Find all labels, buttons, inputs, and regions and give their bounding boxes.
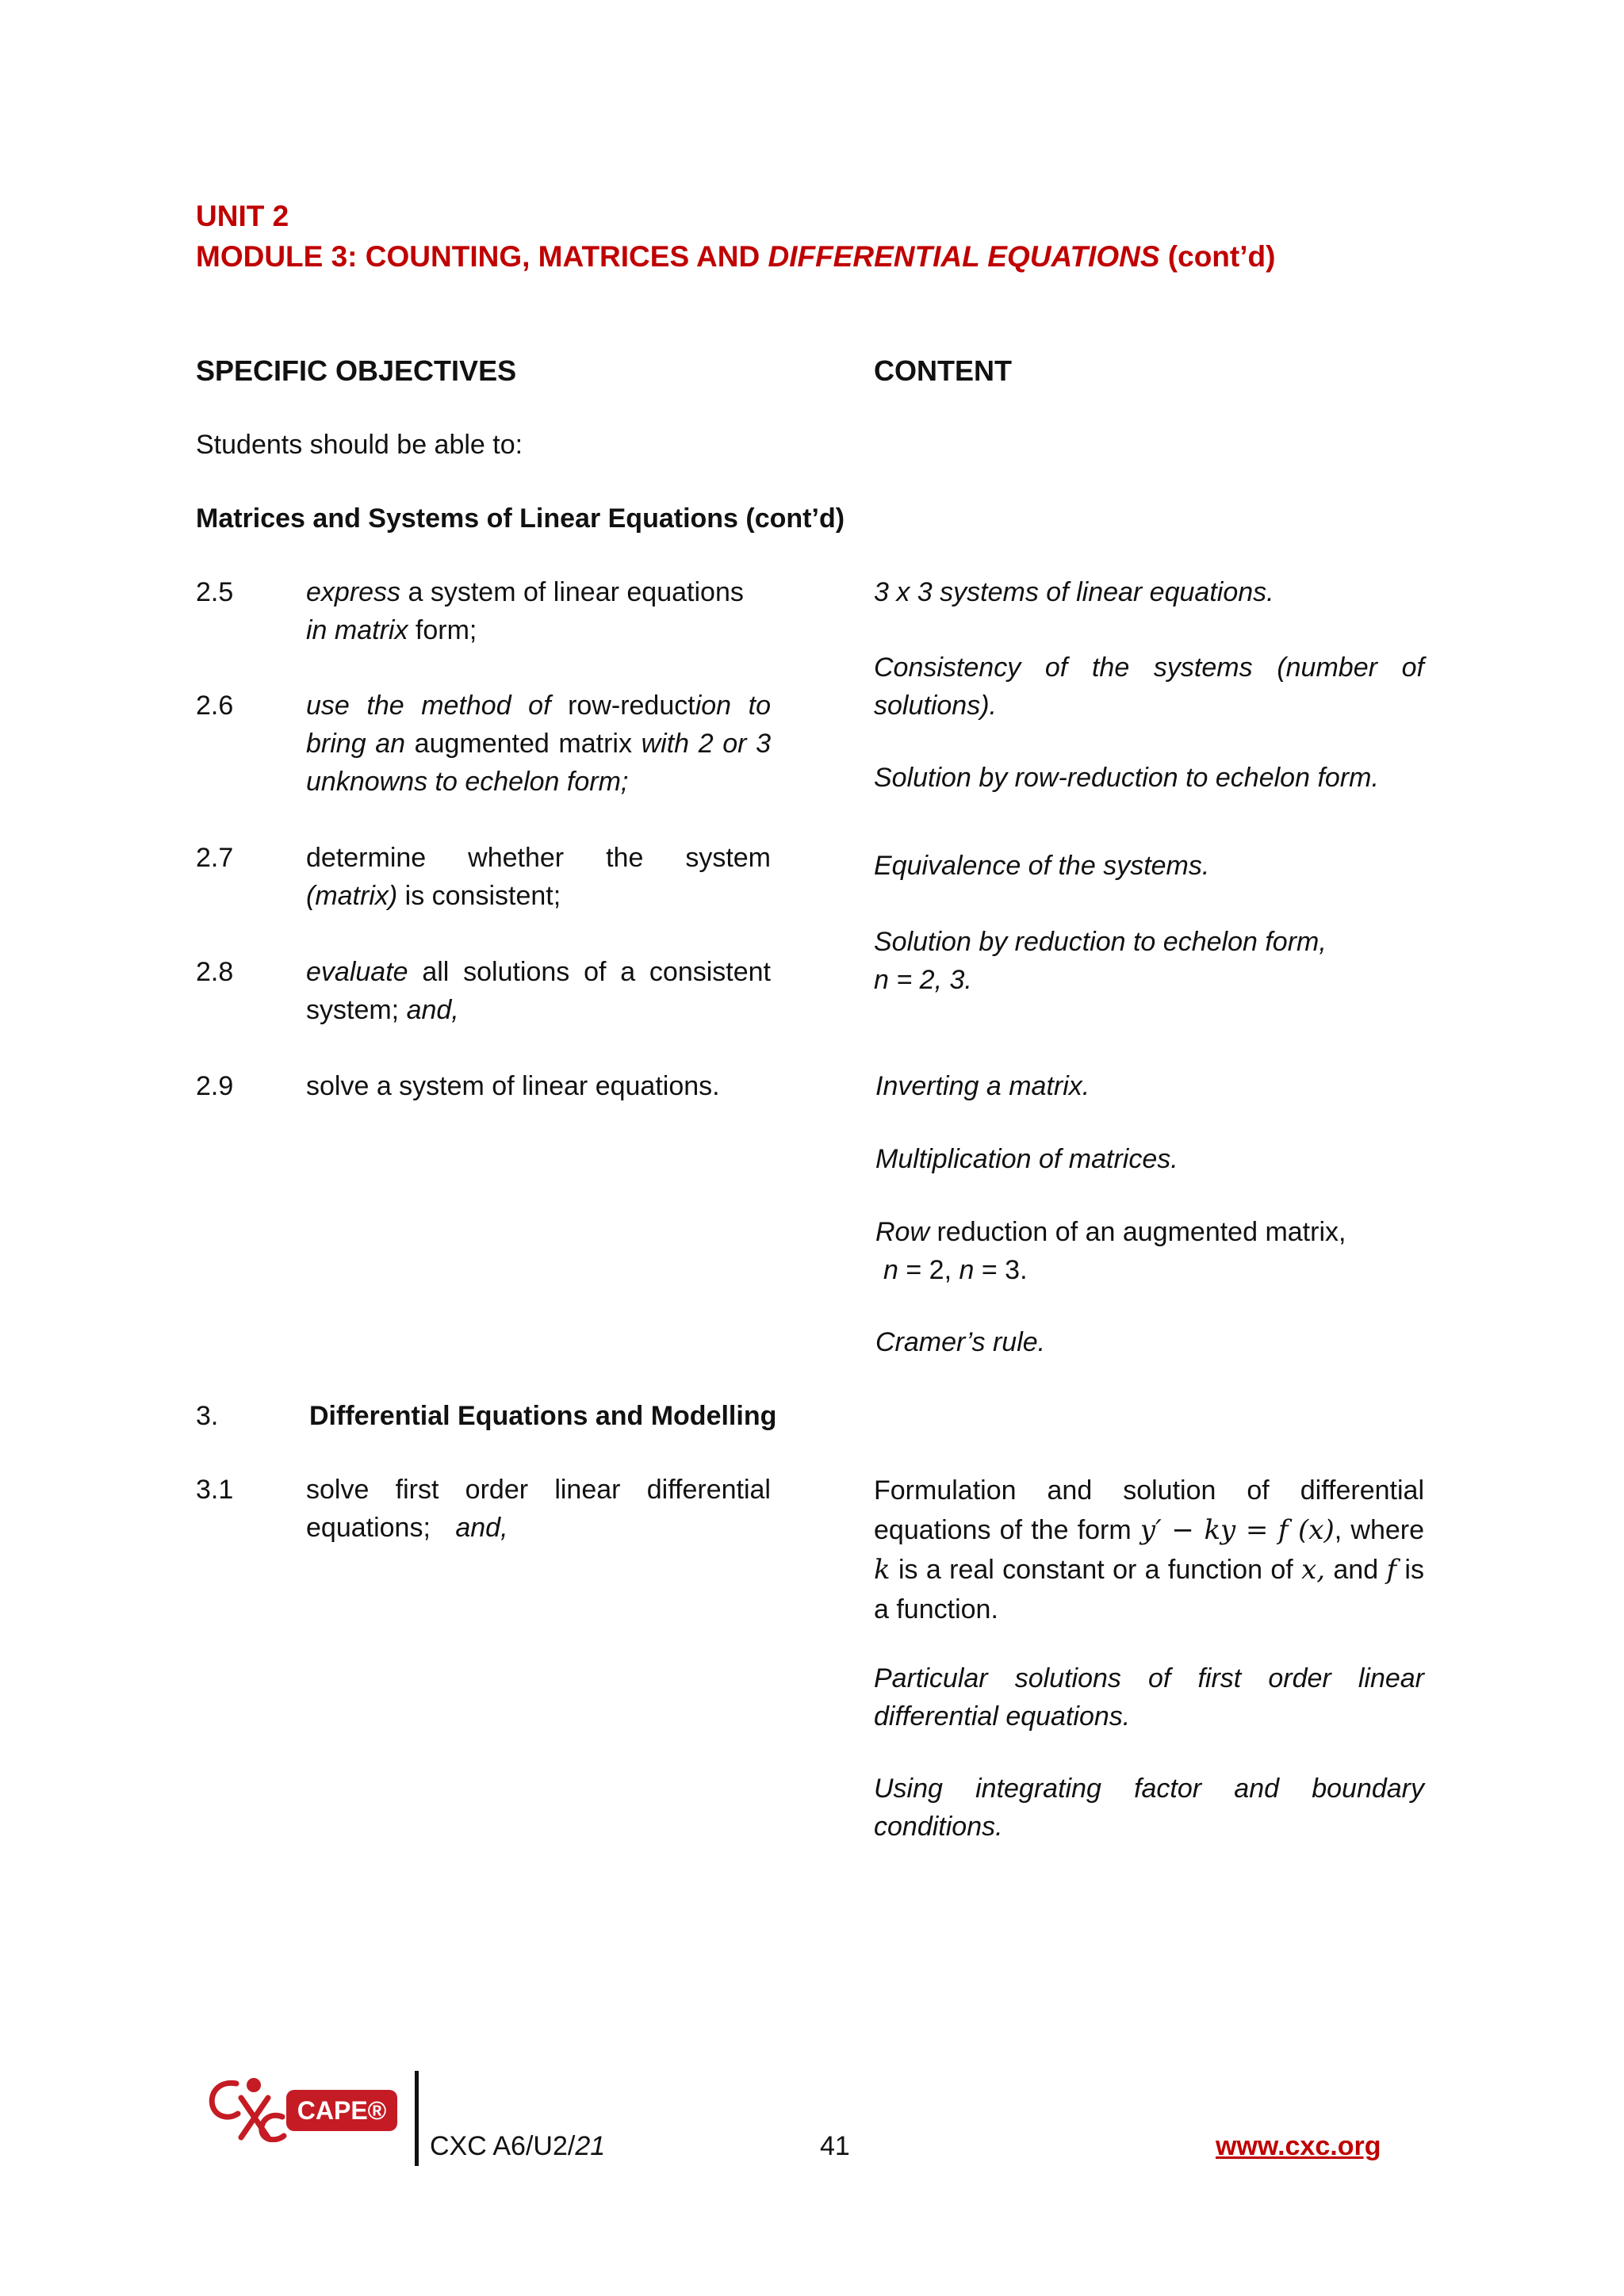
objective-number: 2.7 (196, 843, 234, 873)
objective-2-8: evaluate all solutions of a consistent system; and, (306, 957, 771, 1025)
page-number: 41 (820, 2131, 850, 2161)
module-title (196, 237, 1275, 277)
content-item: 3 x 3 systems of linear equations. (874, 577, 1274, 607)
document-code: CXC A6/U2/21 (430, 2131, 606, 2161)
content-item: Particular solutions of first order linear differential equations. (874, 1663, 1424, 1732)
objective-number: 2.5 (196, 577, 234, 607)
content-item: Row reduction of an augmented matrix, n = 2, n = 3. (875, 1217, 1346, 1285)
content-item: Multiplication of matrices. (875, 1144, 1178, 1174)
section-heading-matrices: Matrices and Systems of Linear Equations (cont’d) (196, 503, 845, 534)
objective-2-5: express a system of linear equations in matrix form; (306, 577, 744, 645)
objective-number: 2.9 (196, 1071, 234, 1101)
objective-number: 3.1 (196, 1475, 234, 1505)
content-item: Consistency of the systems (number of solutions). (874, 652, 1424, 721)
content-item: Using integrating factor and boundary conditions. (874, 1774, 1424, 1842)
unit-title: UNIT 2 (196, 200, 289, 232)
footer-divider (415, 2071, 419, 2166)
content-item: Solution by row-reduction to echelon form. (874, 763, 1379, 793)
objective-2-9: solve a system of linear equations. (306, 1071, 720, 1101)
content-item: Solution by reduction to echelon form, n = 2, 3. (874, 927, 1327, 995)
cxc-logo-icon (205, 2076, 292, 2142)
module-title-prefix: MODULE 3: COUNTING, MATRICES AND (196, 240, 768, 273)
objective-3-1: solve first order linear differential equations; and, (306, 1475, 771, 1543)
objective-2-7: determine whether the system (matrix) is consistent; (306, 843, 771, 911)
content-heading: CONTENT (874, 354, 1012, 387)
section-heading-differential: Differential Equations and Modelling (309, 1401, 777, 1431)
website-link[interactable]: www.cxc.org (1216, 2131, 1381, 2161)
objective-2-6: use the method of row-reduction to bring an augmented matrix with 2 or 3 unknowns to echelon form; (306, 691, 771, 797)
objective-number: 2.8 (196, 957, 234, 987)
intro-text: Students should be able to: (196, 430, 523, 460)
content-item: Inverting a matrix. (875, 1071, 1090, 1101)
content-item: Cramer’s rule. (875, 1327, 1046, 1357)
section-number: 3. (196, 1401, 219, 1431)
objective-number: 2.6 (196, 691, 234, 721)
content-item: Formulation and solution of differential equations of the form y′ − ky = f (x), where k is a real constant or a function of x, and f is a function. (874, 1475, 1425, 1624)
content-item: Equivalence of the systems. (874, 851, 1210, 881)
cape-badge: CAPE® (286, 2090, 397, 2131)
specific-objectives-heading: SPECIFIC OBJECTIVES (196, 354, 517, 387)
module-title-italic: DIFFERENTIAL EQUATIONS (768, 240, 1160, 273)
module-title-suffix: (cont’d) (1159, 240, 1276, 273)
